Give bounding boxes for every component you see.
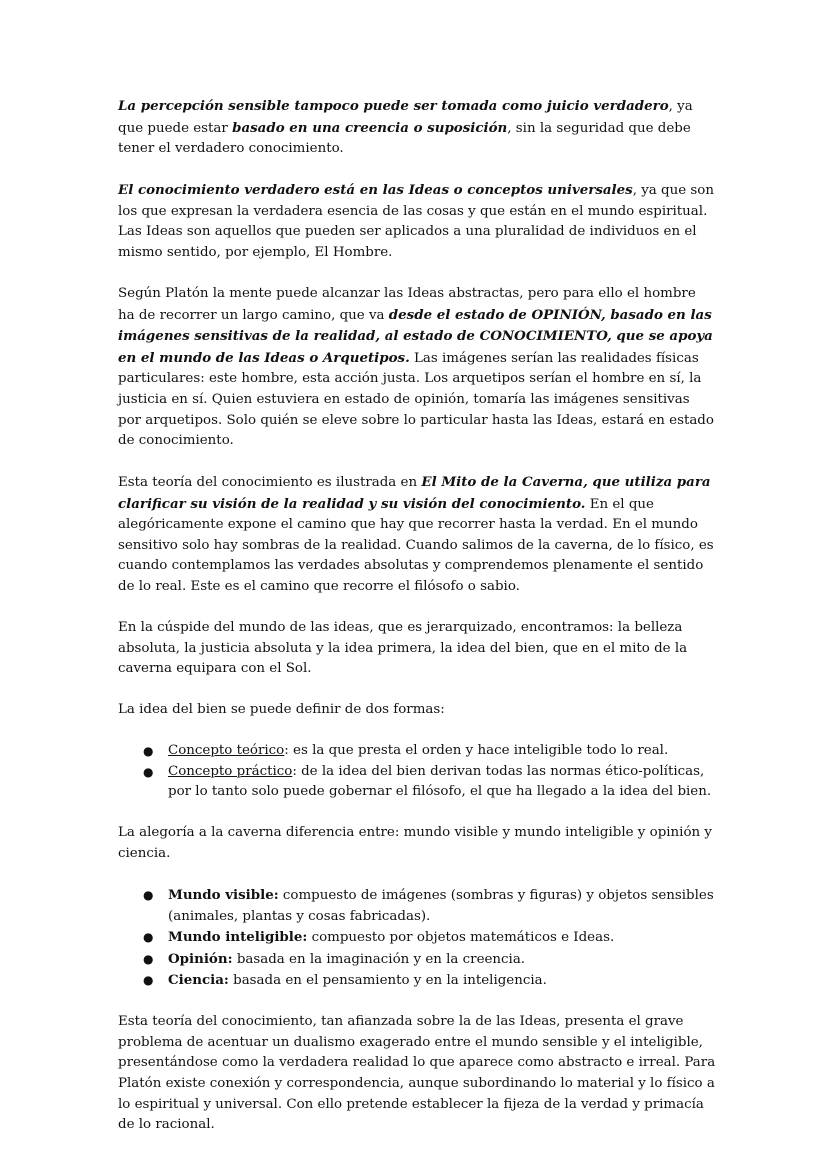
body-text: Según Platón la mente puede alcanzar las Ideas abstractas, pero para ello el hombre ha de recorrer un largo camino, que va [118,285,696,323]
bullet-icon: ● [143,744,154,759]
paragraph-mito-caverna [118,472,716,598]
bold-italic-text: La percepción sensible tampoco puede ser tomada como juicio verdadero [118,98,669,114]
list-idea-bien [118,741,716,803]
list-item [118,927,716,949]
body-text: , ya que son los que expresan la verdadera esencia de las cosas y que están en el mundo espiritual. Las Ideas son aquellos que pueden ser aplicados a una pluralidad de individuos en el mismo sentido, por ejemplo, El Hombre. [118,183,714,260]
paragraph-conocimiento-verdadero [118,180,716,263]
body-text: En el que alegóricamente expone el camino que hay que recorrer hasta la verdad. En el mundo sensitivo solo hay sombras de la realidad. Cuando salimos de la caverna, de lo físico, es cuando contemplamos las verdades absolutas y comprendemos plenamente el sentido de lo real. Este es el camino que recorre el filósofo o sabio. [118,496,714,595]
list-term: Ciencia: [168,972,229,989]
list-text: : es la que presta el orden y hace inteligible todo lo real. [284,743,669,759]
bullet-icon: ● [143,951,154,966]
bold-italic-text: El conocimiento verdadero está en las Ideas o conceptos universales [118,182,633,199]
bold-italic-text: desde el estado de OPINIÓN, basado en las imágenes sensitivas de la realidad, al estado de CONOCIMIENTO, que se apoya en el mundo de las Ideas o Arquetipos. [118,306,713,366]
bullet-icon: ● [143,887,154,902]
paragraph-idea-bien: La idea del bien se puede definir de dos formas: [118,702,445,718]
list-text: basada en el pensamiento y en la inteligencia. [228,973,547,989]
bold-italic-text: basado en una creencia o suposición [232,119,508,136]
paragraph-percepcion [118,96,716,160]
list-text: compuesto por objetos matemáticos e Ideas. [307,930,615,946]
list-term: Mundo visible: [168,886,279,903]
body-text: Esta teoría del conocimiento es ilustrada en [118,475,422,491]
body-text: Las imágenes serían las realidades físicas particulares: este hombre, esta acción justa. Los arquetipos serían el hombre en sí, la justicia en sí. Quien estuviera en estado de opinión, tomaría las imágenes sensitivas por arquetipos. Solo quién se eleve sobre lo particular hasta las Ideas, estará en estado de conocimiento. [118,350,714,449]
list-term: Mundo inteligible: [168,929,308,946]
body-text: , sin la seguridad que debe tener el verdadero conocimiento. [118,120,691,157]
list-item [118,741,716,762]
list-mundos [118,885,716,992]
list-term: Opinión: [168,950,233,967]
body-text: , ya que puede estar [118,99,693,136]
list-text: basada en la imaginación y en la creencia. [232,951,526,967]
list-item [118,885,716,927]
paragraph-alegoria: La alegoría a la caverna diferencia entre: mundo visible y mundo inteligible y opinión y ciencia. [118,825,712,861]
list-text: compuesto de imágenes (sombras y figuras) y objetos sensibles (animales, plantas y cosas fabricadas). [168,887,714,924]
list-text: : de la idea del bien derivan todas las normas ético-políticas, por lo tanto solo puede gobernar el filósofo, el que ha llegado a la idea del bien. [168,763,712,800]
list-item [118,762,716,803]
bullet-icon: ● [143,973,154,988]
list-term: Concepto práctico [168,763,293,779]
bold-italic-text: El Mito de la Caverna, que utiliza para clarificar su visión de la realidad y su visión del conocimiento. [118,474,711,512]
list-item [118,970,716,992]
paragraph-dualismo: Esta teoría del conocimiento, tan afianzada sobre la de las Ideas, presenta el grave problema de acentuar un dualismo exagerado entre el mundo sensible y el inteligible, presentándose como la verdadera realidad lo que aparece como abstracto e irreal. Para Platón existe conexión y correspondencia, aunque subordinando lo material y lo físico a lo espiritual y universal. Con ello pretende establecer la fijeza de la verdad y primacía de lo racional. [118,1014,716,1133]
bullet-icon: ● [143,764,154,779]
bullet-icon: ● [143,930,154,945]
paragraph-segun-platon [118,284,716,452]
paragraph-cuspide: En la cúspide del mundo de las ideas, que es jerarquizado, encontramos: la belleza absoluta, la justicia absoluta y la idea primera, la idea del bien, que en el mito de la caverna equipara con el Sol. [118,620,688,677]
document-page [118,96,716,1156]
list-term: Concepto teórico [168,743,285,759]
list-item [118,949,716,971]
